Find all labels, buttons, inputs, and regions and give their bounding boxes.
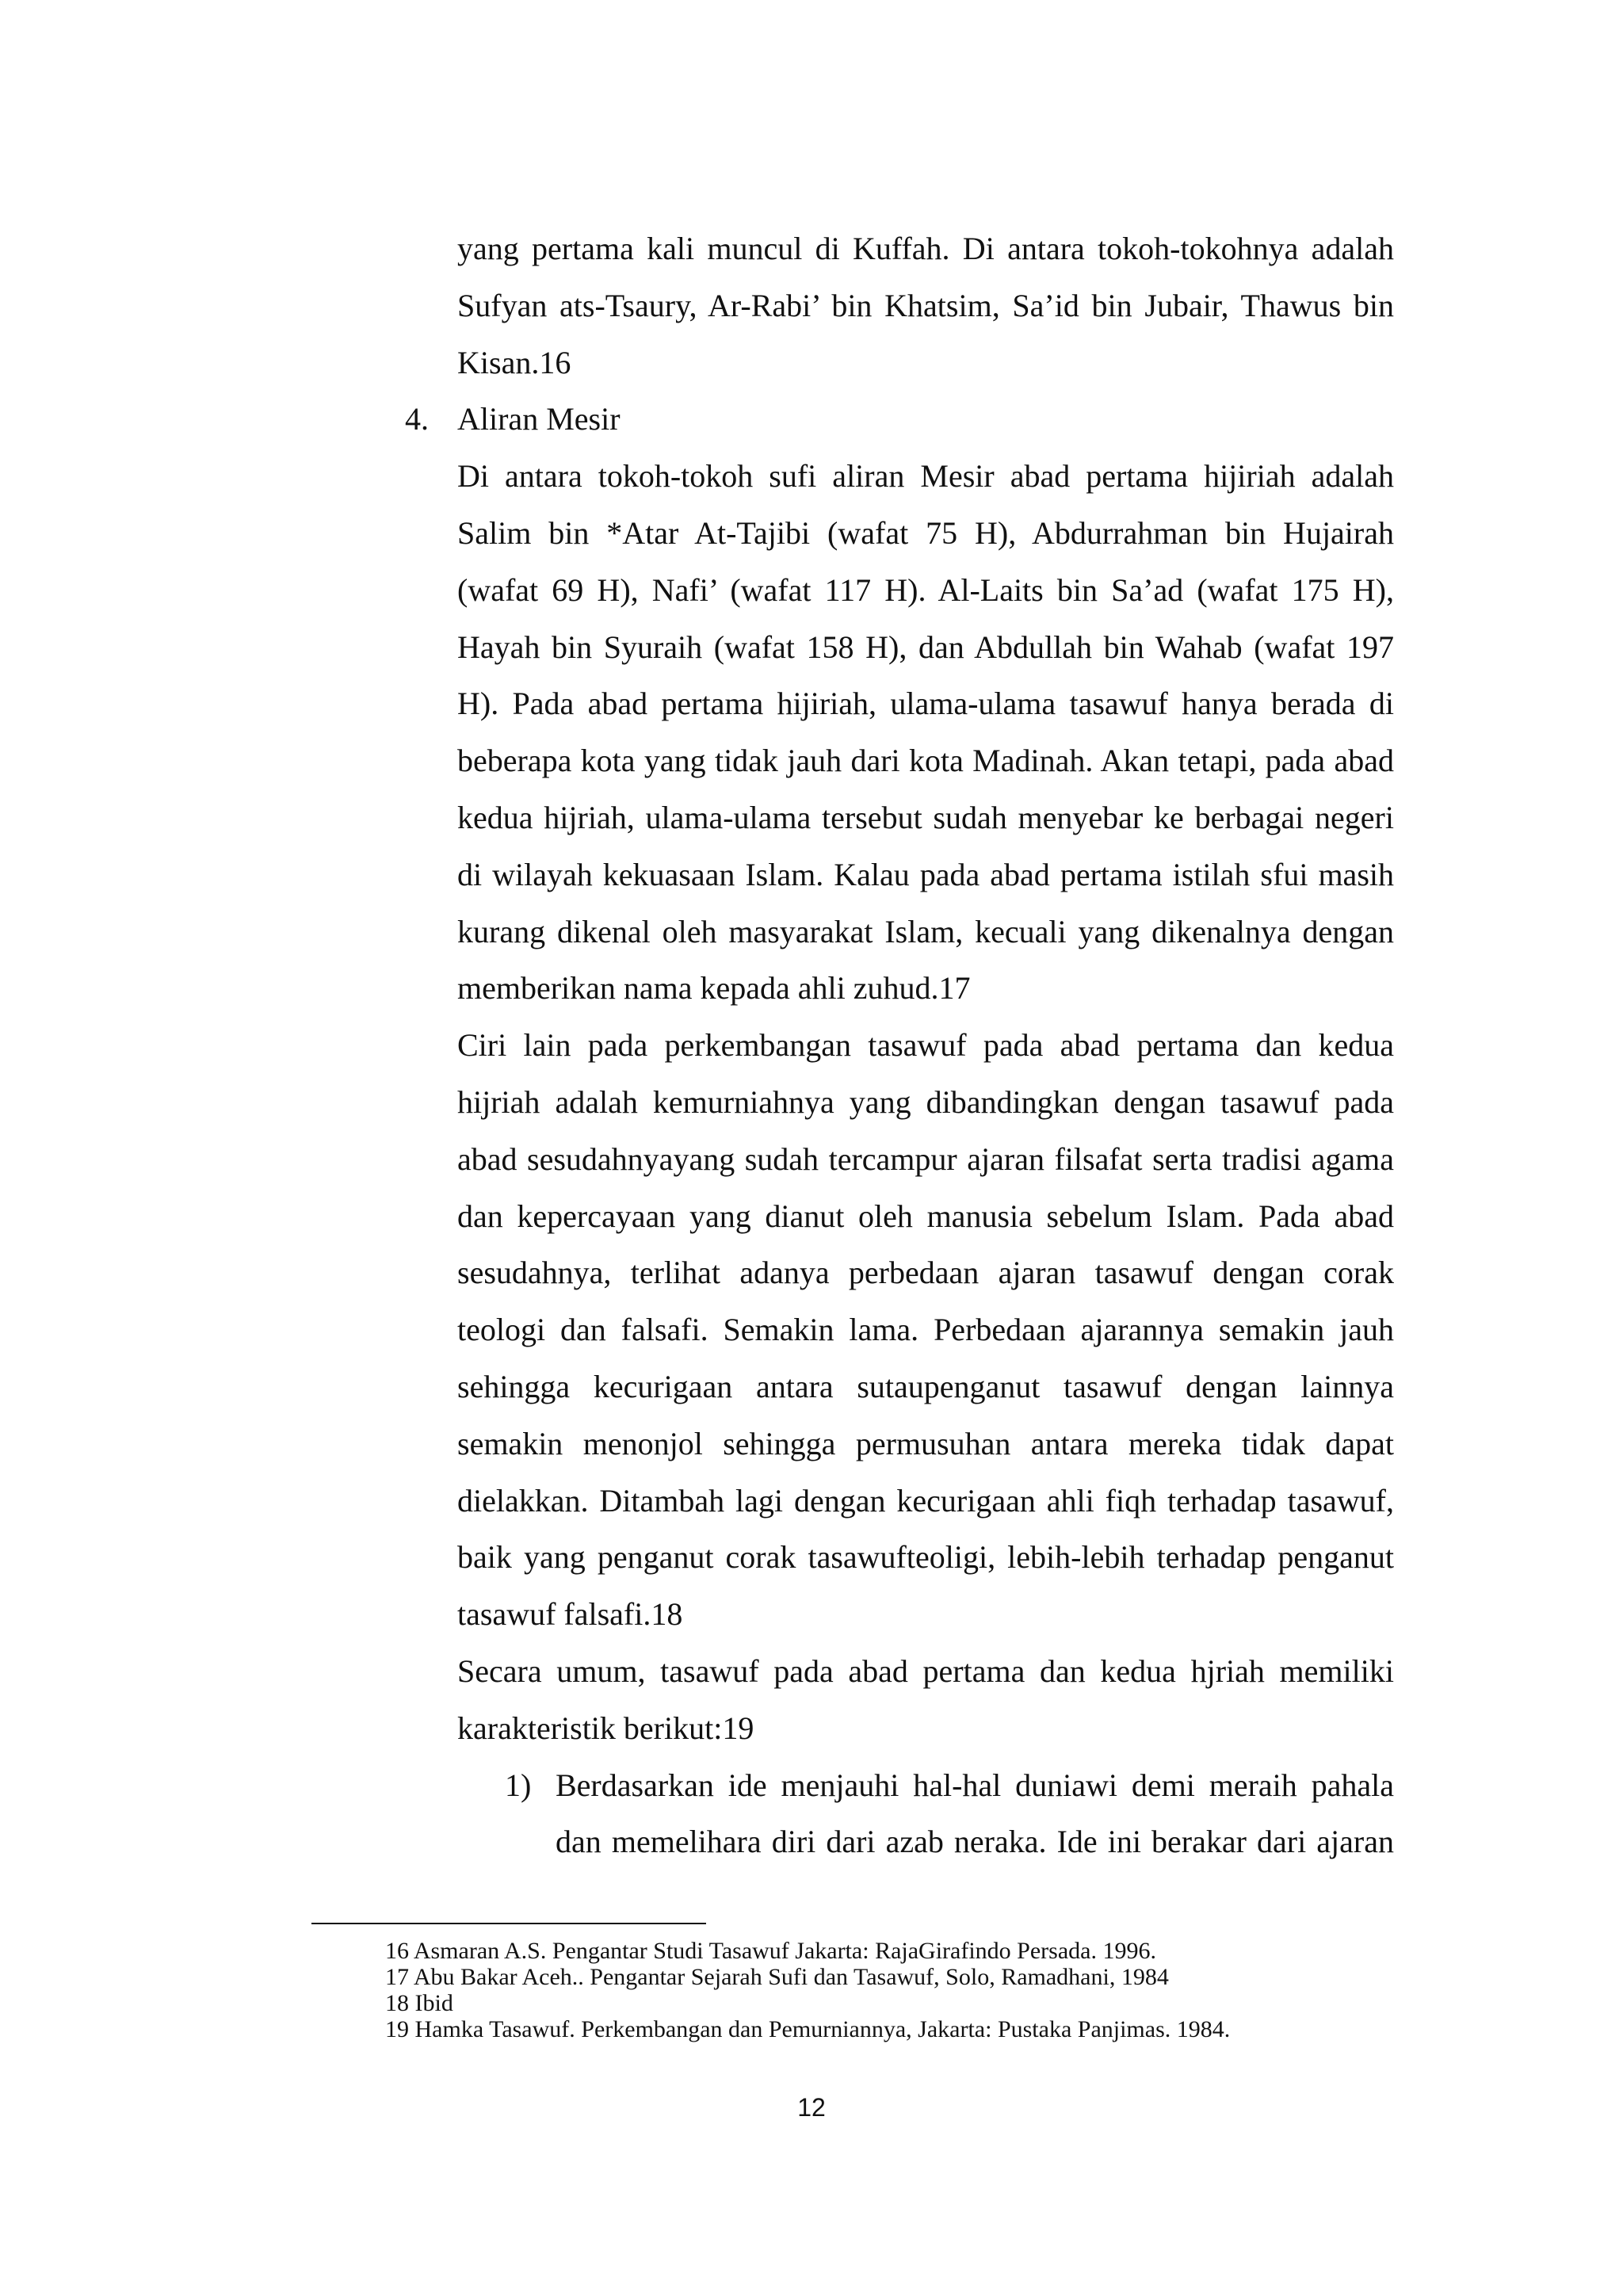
paragraph-tokoh-sufi: Di antara tokoh-tokoh sufi aliran Mesir abad pertama hijiriah adalah Salim bin *Atar At-Tajibi (wafat 75 H), Abdurrahman bin Hujairah (wafat 69 H), Nafi’ (wafat 117 H). Al-Laits bin Sa’ad (wafat 175 H), Hayah bin Syuraih (wafat 158 H), dan Abdullah bin Wahab (wafat 197 H). Pada abad pertama hijiriah, ulama-ulama tasawuf hanya berada di beberapa kota yang tidak jauh dari kota Madinah. Akan tetapi, pada abad kedua hijriah, ulama-ulama tersebut sudah menyebar ke berbagai negeri di wilayah kekuasaan Islam. Kalau pada abad pertama istilah sfui masih kurang dikenal oleh masyarakat Islam, kecuali yang dikenalnya dengan memberikan nama kepada ahli zuhud.17 <box>457 458 1394 1007</box>
page-number: 12 <box>797 2093 826 2122</box>
footnote-separator <box>311 1923 706 1924</box>
paragraph-ciri-lain: Ciri lain pada perkembangan tasawuf pada abad pertama dan kedua hijriah adalah kemurniahnya yang dibandingkan dengan tasawuf pada abad sesudahnyayang sudah tercampur ajaran filsafat serta tradisi agama dan kepercayaan yang dianut oleh manusia sebelum Islam. Pada abad sesudahnya, terlihat adanya perbedaan ajaran tasawuf dengan corak teologi dan falsafi. Semakin lama. Perbedaan ajarannya semakin jauh sehingga kecurigaan antara sutaupenganut tasawuf dengan lainnya semakin menonjol sehingga permusuhan antara mereka tidak dapat dielakkan. Ditambah lagi dengan kecurigaan ahli fiqh terhadap tasawuf, baik yang penganut corak tasawufteoligi, lebih-lebih terhadap penganut tasawuf falsafi.18 <box>457 1027 1394 1633</box>
footnote-17: 17 Abu Bakar Aceh.. Pengantar Sejarah Sufi dan Tasawuf, Solo, Ramadhani, 1984 <box>385 1964 1169 1990</box>
list-item-aliran-mesir <box>405 391 1394 1870</box>
continued-paragraph: yang pertama kali muncul di Kuffah. Di antara tokoh-tokohnya adalah Sufyan ats-Tsaury, Ar-Rabi’ bin Khatsim, Sa’id bin Jubair, Thawus bin Kisan.16 <box>457 231 1394 380</box>
paragraph-karakteristik: Secara umum, tasawuf pada abad pertama dan kedua hjriah memiliki karakteristik berikut:19 <box>457 1652 1394 1746</box>
footnote-18: 18 Ibid <box>385 1990 453 2016</box>
sublist-item <box>505 1757 1394 1871</box>
section-heading: Aliran Mesir <box>457 401 621 437</box>
body-text <box>405 220 1394 1870</box>
footnote-19: 19 Hamka Tasawuf. Perkembangan dan Pemurniannya, Jakarta: Pustaka Panjimas. 1984. <box>385 2016 1231 2042</box>
footnotes <box>385 1938 1415 2042</box>
sublist-number: 1) <box>505 1767 532 1803</box>
list-number: 4. <box>405 401 429 437</box>
sublist-text: Berdasarkan ide menjauhi hal-hal duniawi demi meraih pahala dan memelihara diri dari azab neraka. Ide ini berakar dari ajaran <box>556 1767 1394 1860</box>
footnote-16: 16 Asmaran A.S. Pengantar Studi Tasawuf Jakarta: RajaGirafindo Persada. 1996. <box>385 1938 1156 1964</box>
